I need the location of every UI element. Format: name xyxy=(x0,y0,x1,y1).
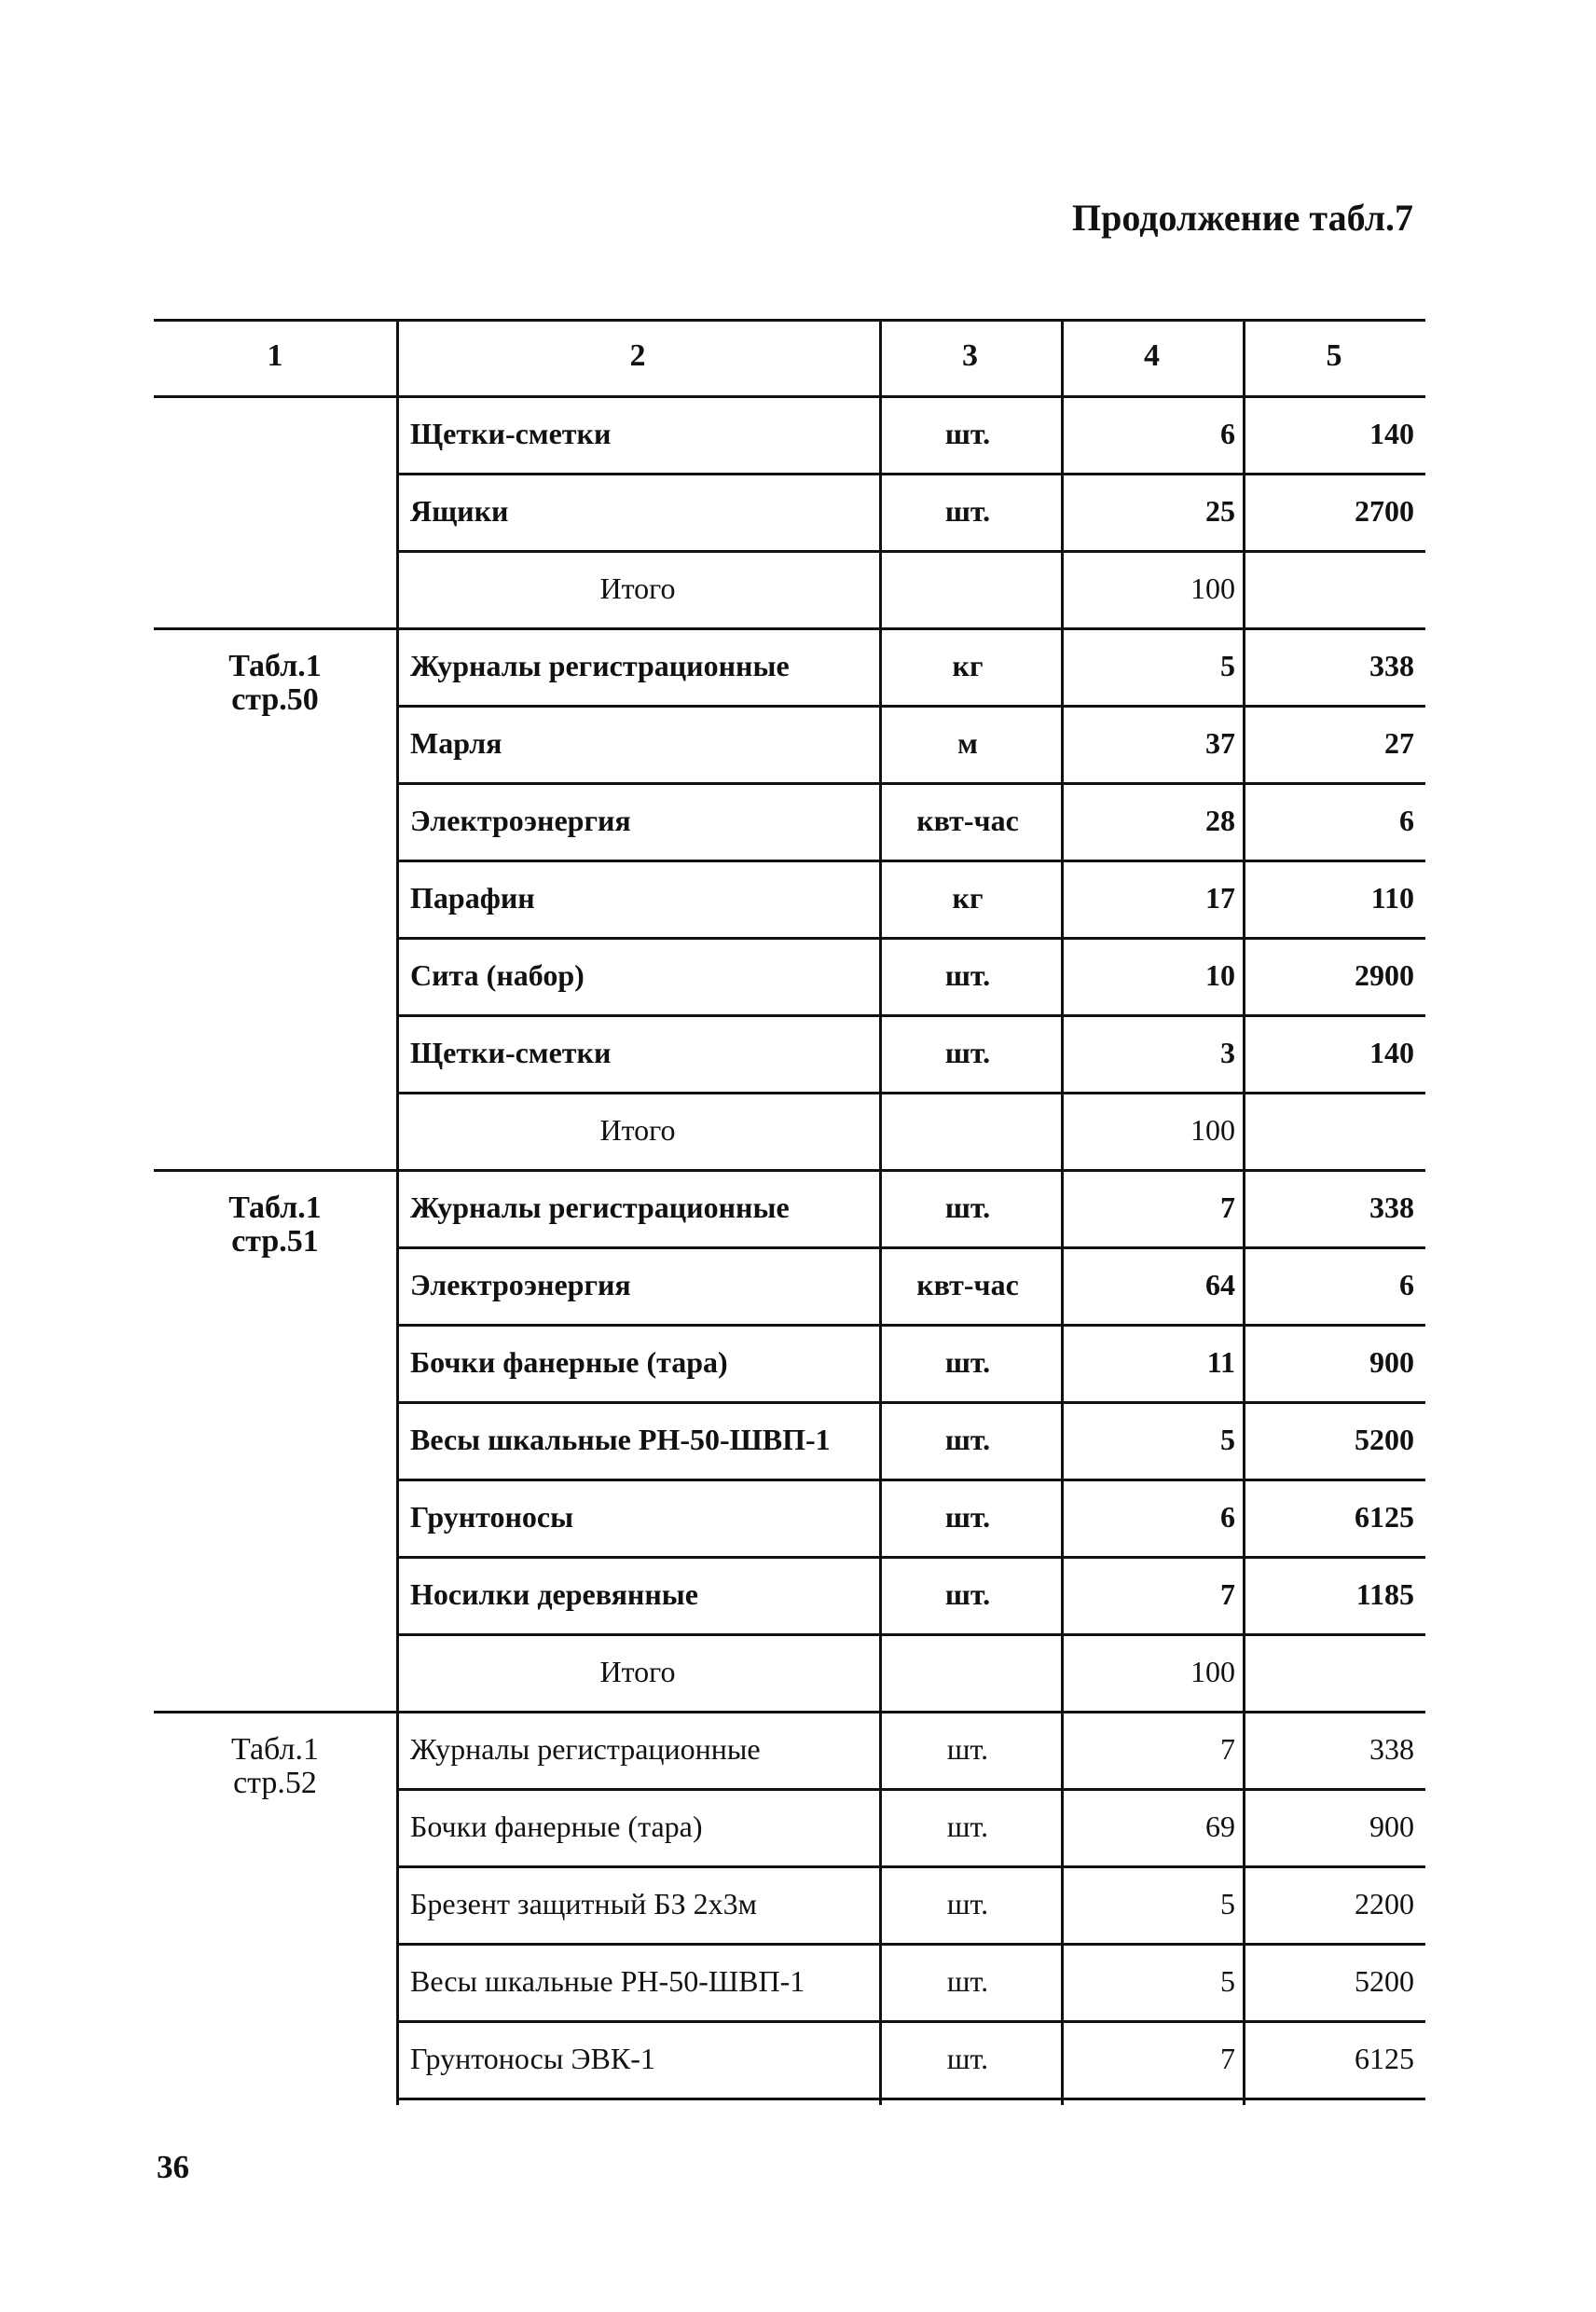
item-quantity: 6 xyxy=(1220,417,1235,450)
group-reference xyxy=(154,650,396,717)
item-unit: шт. xyxy=(946,1732,989,1766)
item-name: Весы шкальные РН-50-ШВП-1 xyxy=(410,1964,805,1998)
item-quantity: 7 xyxy=(1220,1190,1235,1224)
item-quantity: 5 xyxy=(1220,1964,1235,1998)
item-unit: квт-час xyxy=(916,1268,1019,1301)
group-reference-table: Табл.1 xyxy=(228,649,322,683)
item-name: Бочки фанерные (тара) xyxy=(410,1345,728,1379)
item-unit: шт. xyxy=(946,1964,989,1998)
total-value: 100 xyxy=(1190,571,1235,605)
item-unit: шт. xyxy=(944,417,991,450)
item-unit: шт. xyxy=(944,1036,991,1069)
item-name: Грунтоносы xyxy=(410,1500,574,1534)
item-quantity: 28 xyxy=(1205,804,1235,837)
group-reference xyxy=(154,1733,396,1800)
item-name: Электроэнергия xyxy=(410,804,631,837)
item-price: 27 xyxy=(1384,726,1414,760)
item-name: Весы шкальные РН-50-ШВП-1 xyxy=(410,1423,831,1456)
item-name: Электроэнергия xyxy=(410,1268,631,1301)
item-price: 900 xyxy=(1369,1345,1414,1379)
item-price: 6 xyxy=(1399,804,1414,837)
column-header-5: 5 xyxy=(1326,338,1342,373)
total-value: 100 xyxy=(1190,1113,1235,1147)
item-unit: кг xyxy=(952,649,984,682)
item-quantity: 11 xyxy=(1206,1345,1235,1379)
group-reference-table: Табл.1 xyxy=(228,1190,322,1225)
item-unit: шт. xyxy=(944,1190,991,1224)
item-quantity: 10 xyxy=(1205,958,1235,992)
table-continuation-caption: Продолжение табл.7 xyxy=(1072,197,1414,239)
total-label: Итого xyxy=(599,1655,676,1688)
item-price: 5200 xyxy=(1355,1964,1414,1998)
item-price: 140 xyxy=(1369,417,1414,450)
column-header-3: 3 xyxy=(962,338,978,373)
total-label: Итого xyxy=(599,1113,676,1147)
item-unit: шт. xyxy=(944,1577,991,1611)
item-price: 2200 xyxy=(1355,1887,1414,1920)
item-unit: шт. xyxy=(944,958,991,992)
item-quantity: 37 xyxy=(1205,726,1235,760)
item-quantity: 7 xyxy=(1220,2042,1235,2075)
item-price: 140 xyxy=(1369,1036,1414,1069)
item-unit: квт-час xyxy=(916,804,1019,837)
item-name: Парафин xyxy=(410,881,535,915)
item-name: Сита (набор) xyxy=(410,958,585,992)
item-quantity: 6 xyxy=(1220,1500,1235,1534)
item-name: Журналы регистрационные xyxy=(410,1732,761,1766)
item-unit: шт. xyxy=(946,2042,989,2075)
item-quantity: 69 xyxy=(1205,1810,1235,1843)
item-name: Ящики xyxy=(410,494,509,528)
item-name: Журналы регистрационные xyxy=(410,1190,790,1224)
column-rule-3 xyxy=(1061,319,1064,2105)
item-unit: шт. xyxy=(944,494,991,528)
column-header-2: 2 xyxy=(629,338,646,373)
page-number: 36 xyxy=(157,2149,189,2185)
column-rule-2 xyxy=(879,319,882,2105)
item-unit: шт. xyxy=(944,1423,991,1456)
item-quantity: 7 xyxy=(1220,1577,1235,1611)
item-price: 338 xyxy=(1369,1190,1414,1224)
group-reference-row: стр.51 xyxy=(231,1224,319,1259)
item-price: 6125 xyxy=(1355,1500,1414,1534)
item-name: Носилки деревянные xyxy=(410,1577,698,1611)
column-rule-4 xyxy=(1243,319,1245,2105)
item-name: Щетки-сметки xyxy=(410,1036,612,1069)
item-unit: шт. xyxy=(944,1500,991,1534)
item-name: Брезент защитный БЗ 2х3м xyxy=(410,1887,757,1920)
item-price: 338 xyxy=(1369,649,1414,682)
item-quantity: 5 xyxy=(1220,1423,1235,1456)
item-name: Марля xyxy=(410,726,502,760)
item-quantity: 5 xyxy=(1220,649,1235,682)
item-unit: шт. xyxy=(946,1810,989,1843)
item-price: 5200 xyxy=(1355,1423,1414,1456)
item-quantity: 7 xyxy=(1220,1732,1235,1766)
item-price: 1185 xyxy=(1355,1577,1414,1611)
item-quantity: 64 xyxy=(1205,1268,1235,1301)
column-header-4: 4 xyxy=(1144,338,1160,373)
group-reference-row: стр.52 xyxy=(233,1766,317,1800)
item-name: Грунтоносы ЭВК-1 xyxy=(410,2042,655,2075)
column-header-1: 1 xyxy=(267,338,283,373)
item-unit: шт. xyxy=(944,1345,991,1379)
item-unit: м xyxy=(957,726,978,760)
item-price: 2700 xyxy=(1355,494,1414,528)
item-name: Журналы регистрационные xyxy=(410,649,790,682)
item-name: Бочки фанерные (тара) xyxy=(410,1810,703,1843)
item-price: 2900 xyxy=(1355,958,1414,992)
total-label: Итого xyxy=(599,571,676,605)
item-price: 338 xyxy=(1369,1732,1414,1766)
total-value: 100 xyxy=(1190,1655,1235,1688)
item-price: 6125 xyxy=(1355,2042,1414,2075)
item-unit: кг xyxy=(952,881,984,915)
item-price: 110 xyxy=(1370,881,1414,915)
item-quantity: 25 xyxy=(1205,494,1235,528)
row-rule xyxy=(396,2098,1425,2100)
item-quantity: 3 xyxy=(1220,1036,1235,1069)
group-reference xyxy=(154,1191,396,1259)
item-quantity: 5 xyxy=(1220,1887,1235,1920)
item-price: 6 xyxy=(1399,1268,1414,1301)
item-name: Щетки-сметки xyxy=(410,417,612,450)
group-reference-row: стр.50 xyxy=(231,682,319,717)
item-quantity: 17 xyxy=(1205,881,1235,915)
group-reference-table: Табл.1 xyxy=(231,1732,319,1767)
column-rule-1 xyxy=(396,319,399,2105)
item-unit: шт. xyxy=(946,1887,989,1920)
item-price: 900 xyxy=(1369,1810,1414,1843)
